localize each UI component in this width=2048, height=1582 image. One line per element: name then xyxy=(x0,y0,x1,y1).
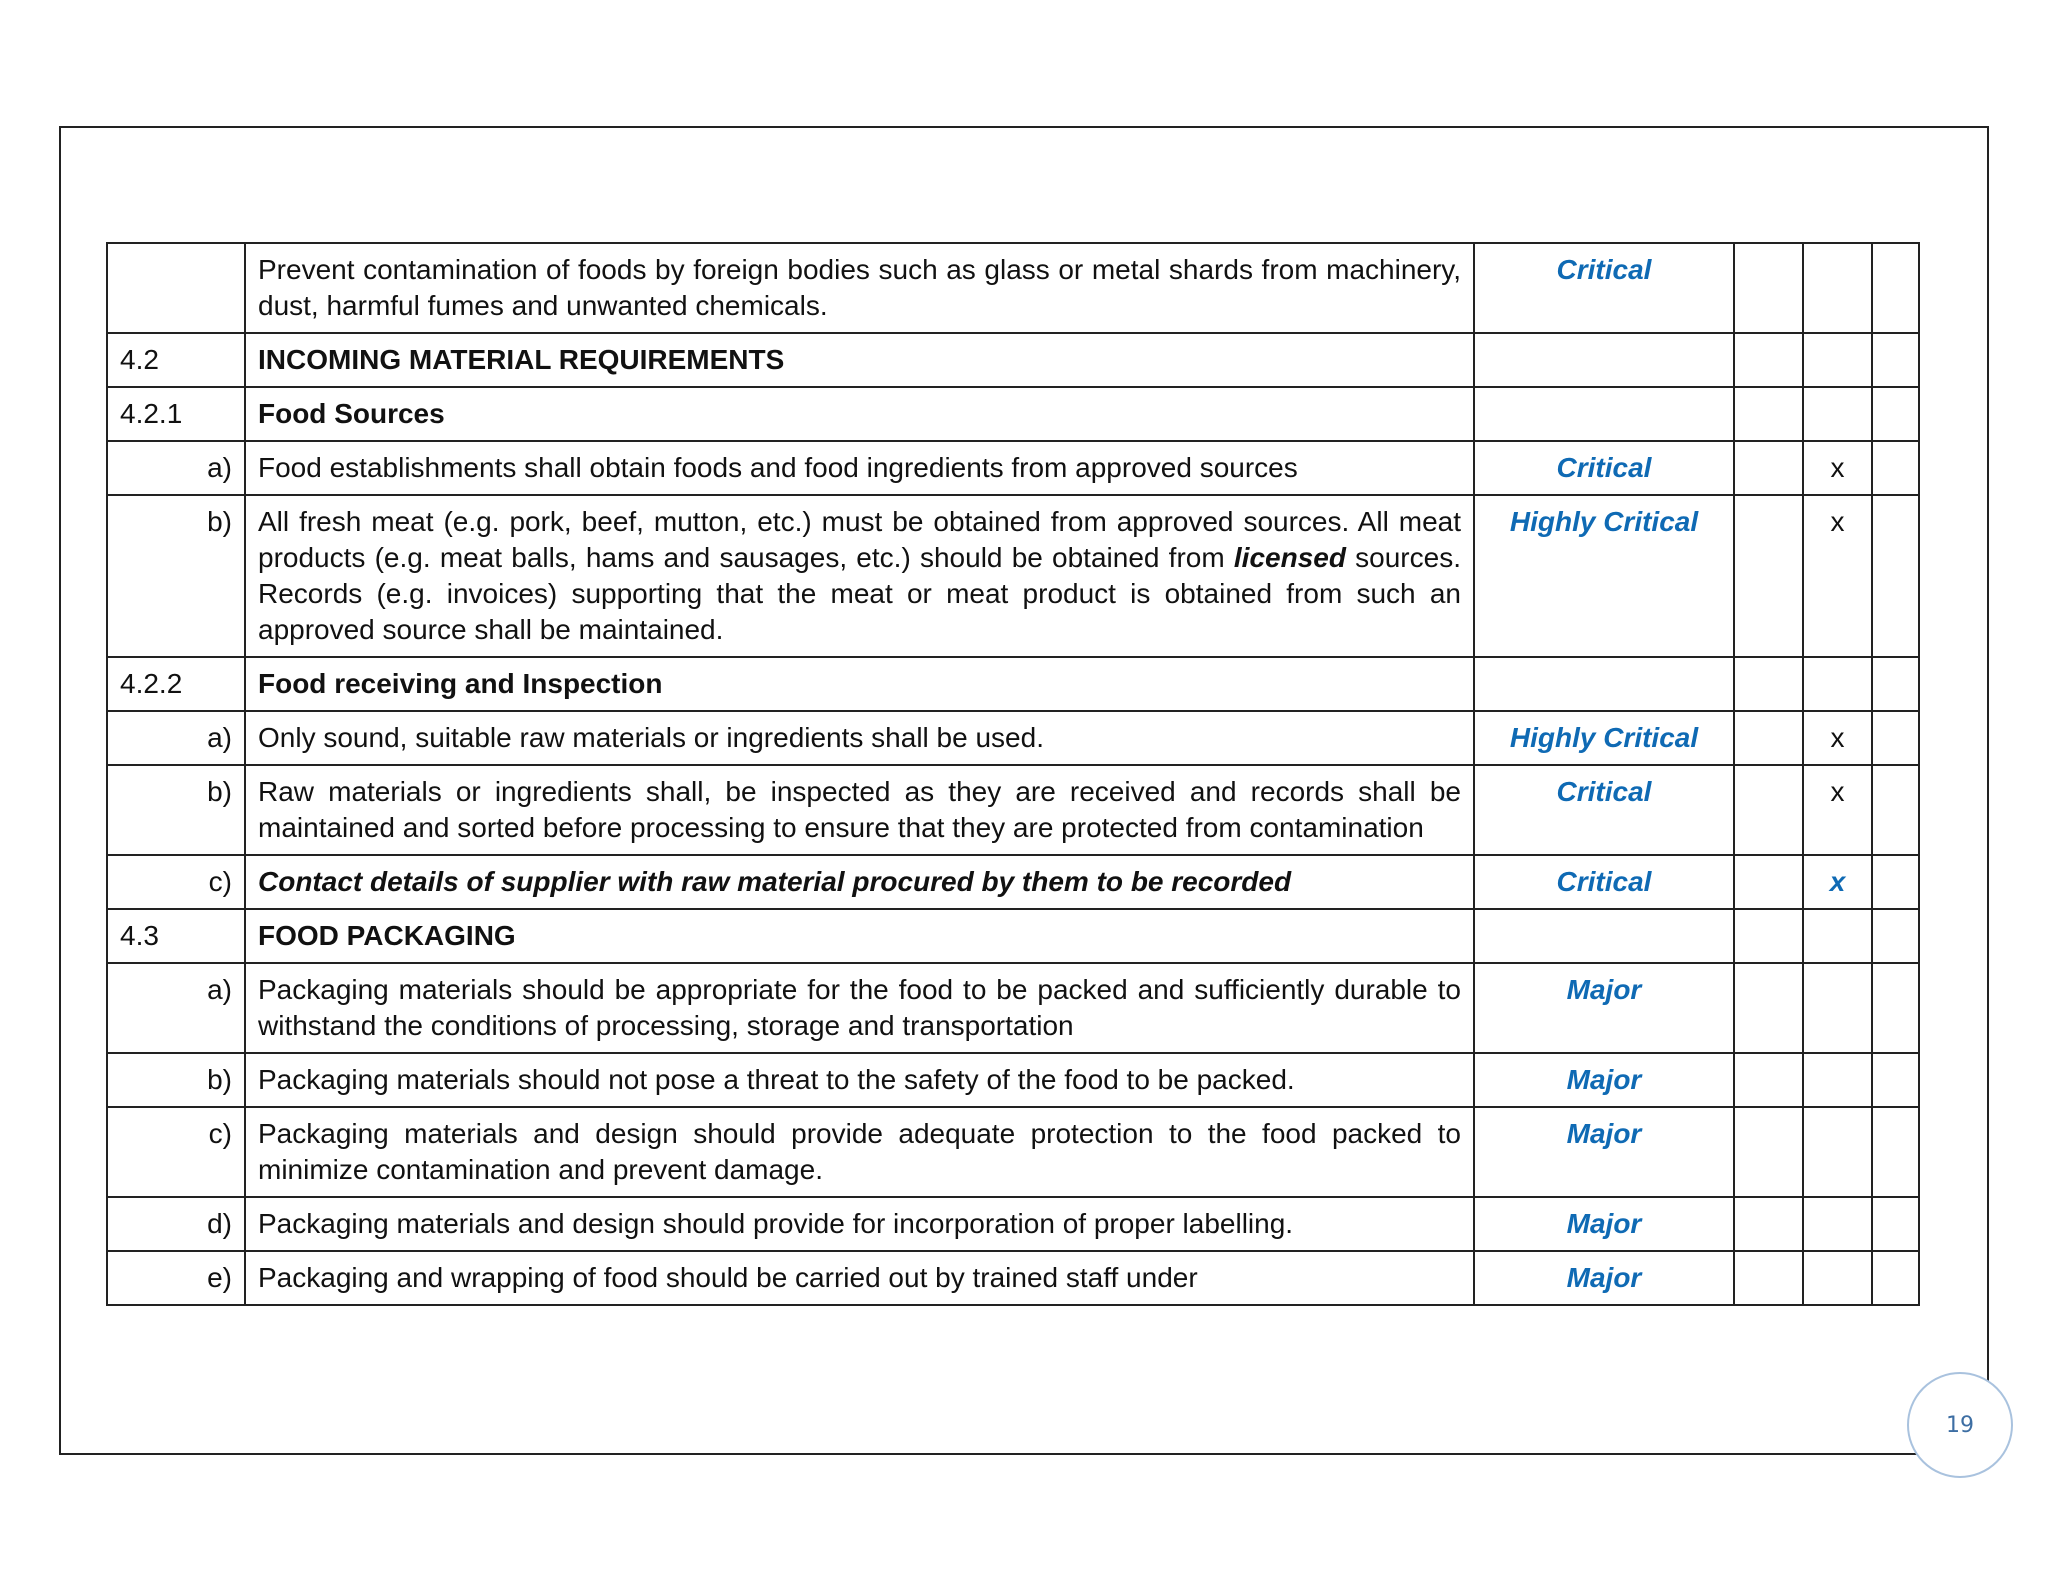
empty-cell xyxy=(1872,657,1919,711)
check-mark: x xyxy=(1803,765,1872,855)
check-mark: x xyxy=(1803,855,1872,909)
severity-label: Highly Critical xyxy=(1474,495,1734,657)
empty-cell xyxy=(1474,657,1734,711)
check-cell xyxy=(1872,1197,1919,1251)
item-letter: b) xyxy=(107,1053,245,1107)
empty-cell xyxy=(1734,333,1803,387)
section-heading-row xyxy=(107,333,1919,387)
row-ref xyxy=(107,243,245,333)
row-description: Raw materials or ingredients shall, be inspected as they are received and records shall be maintained and sorted before processing to ensure that they are protected from contamination xyxy=(245,765,1474,855)
check-cell xyxy=(1734,711,1803,765)
item-letter: d) xyxy=(107,1197,245,1251)
section-number: 4.2 xyxy=(107,333,245,387)
row-description: Packaging materials and design should provide adequate protection to the food packed to minimize contamination and prevent damage. xyxy=(245,1107,1474,1197)
requirements-table xyxy=(106,242,1920,1306)
severity-label: Major xyxy=(1474,1197,1734,1251)
subsection-heading: Food receiving and Inspection xyxy=(245,657,1474,711)
table-row xyxy=(107,495,1919,657)
table-row xyxy=(107,1251,1919,1305)
severity-label: Major xyxy=(1474,1053,1734,1107)
check-cell xyxy=(1803,963,1872,1053)
row-description: Prevent contamination of foods by foreign bodies such as glass or metal shards from machinery, dust, harmful fumes and unwanted chemicals. xyxy=(245,243,1474,333)
section-number: 4.2.1 xyxy=(107,387,245,441)
check-cell xyxy=(1872,963,1919,1053)
check-cell xyxy=(1734,1053,1803,1107)
row-description: Contact details of supplier with raw material procured by them to be recorded xyxy=(245,855,1474,909)
item-letter: a) xyxy=(107,963,245,1053)
check-cell xyxy=(1803,1251,1872,1305)
check-mark: x xyxy=(1803,711,1872,765)
item-letter: b) xyxy=(107,495,245,657)
table-row xyxy=(107,1107,1919,1197)
check-cell xyxy=(1803,243,1872,333)
item-letter: a) xyxy=(107,711,245,765)
check-cell xyxy=(1872,765,1919,855)
check-cell xyxy=(1734,765,1803,855)
check-cell xyxy=(1872,711,1919,765)
severity-label: Critical xyxy=(1474,441,1734,495)
empty-cell xyxy=(1803,657,1872,711)
empty-cell xyxy=(1734,657,1803,711)
table-row xyxy=(107,441,1919,495)
check-cell xyxy=(1734,963,1803,1053)
check-cell xyxy=(1734,243,1803,333)
subsection-heading-row xyxy=(107,657,1919,711)
check-cell xyxy=(1872,1251,1919,1305)
item-letter: c) xyxy=(107,855,245,909)
empty-cell xyxy=(1872,909,1919,963)
table-row xyxy=(107,711,1919,765)
subsection-heading-row xyxy=(107,387,1919,441)
section-heading: INCOMING MATERIAL REQUIREMENTS xyxy=(245,333,1474,387)
table-row xyxy=(107,855,1919,909)
empty-cell xyxy=(1734,909,1803,963)
check-cell xyxy=(1872,1107,1919,1197)
check-cell xyxy=(1734,495,1803,657)
empty-cell xyxy=(1872,333,1919,387)
check-cell xyxy=(1872,855,1919,909)
description-text: All fresh meat (e.g. pork, beef, mutton, etc.) must be obtained from approved sources. All meat products (e.g. meat balls, hams and sausages, etc.) should be obtained from xyxy=(258,506,1461,573)
empty-cell xyxy=(1803,387,1872,441)
empty-cell xyxy=(1734,387,1803,441)
severity-label: Critical xyxy=(1474,855,1734,909)
section-heading: FOOD PACKAGING xyxy=(245,909,1474,963)
check-cell xyxy=(1872,243,1919,333)
empty-cell xyxy=(1474,387,1734,441)
severity-label: Major xyxy=(1474,1251,1734,1305)
row-description xyxy=(245,495,1474,657)
severity-label: Critical xyxy=(1474,765,1734,855)
row-description: Packaging and wrapping of food should be carried out by trained staff under xyxy=(245,1251,1474,1305)
empty-cell xyxy=(1803,909,1872,963)
page-number-badge xyxy=(1907,1372,2013,1478)
check-mark: x xyxy=(1803,495,1872,657)
empty-cell xyxy=(1803,333,1872,387)
check-cell xyxy=(1734,1197,1803,1251)
check-cell xyxy=(1734,1107,1803,1197)
check-cell xyxy=(1872,495,1919,657)
item-letter: a) xyxy=(107,441,245,495)
table-row xyxy=(107,1197,1919,1251)
check-cell xyxy=(1803,1197,1872,1251)
row-description: Packaging materials and design should provide for incorporation of proper labelling. xyxy=(245,1197,1474,1251)
check-cell xyxy=(1734,1251,1803,1305)
section-number: 4.3 xyxy=(107,909,245,963)
table-row xyxy=(107,765,1919,855)
item-letter: b) xyxy=(107,765,245,855)
empty-cell xyxy=(1474,909,1734,963)
severity-label: Critical xyxy=(1474,243,1734,333)
empty-cell xyxy=(1872,387,1919,441)
check-cell xyxy=(1734,441,1803,495)
severity-label: Highly Critical xyxy=(1474,711,1734,765)
check-cell xyxy=(1734,855,1803,909)
item-letter: c) xyxy=(107,1107,245,1197)
description-text: sources. Records (e.g. invoices) supporting that the meat or meat product is obtained from such an approved source shall be maintained. xyxy=(258,542,1461,645)
table-row xyxy=(107,963,1919,1053)
row-description: Food establishments shall obtain foods and food ingredients from approved sources xyxy=(245,441,1474,495)
row-description: Only sound, suitable raw materials or ingredients shall be used. xyxy=(245,711,1474,765)
table-row xyxy=(107,1053,1919,1107)
subsection-heading: Food Sources xyxy=(245,387,1474,441)
row-description: Packaging materials should not pose a threat to the safety of the food to be packed. xyxy=(245,1053,1474,1107)
check-cell xyxy=(1872,441,1919,495)
empty-cell xyxy=(1474,333,1734,387)
check-cell xyxy=(1803,1053,1872,1107)
item-letter: e) xyxy=(107,1251,245,1305)
section-heading-row xyxy=(107,909,1919,963)
section-number: 4.2.2 xyxy=(107,657,245,711)
description-emphasis: licensed xyxy=(1233,542,1346,573)
row-description: Packaging materials should be appropriate for the food to be packed and sufficiently durable to withstand the conditions of processing, storage and transportation xyxy=(245,963,1474,1053)
severity-label: Major xyxy=(1474,1107,1734,1197)
check-cell xyxy=(1872,1053,1919,1107)
check-mark: x xyxy=(1803,441,1872,495)
check-cell xyxy=(1803,1107,1872,1197)
severity-label: Major xyxy=(1474,963,1734,1053)
page-number: 19 xyxy=(1946,1412,1974,1438)
table-row xyxy=(107,243,1919,333)
